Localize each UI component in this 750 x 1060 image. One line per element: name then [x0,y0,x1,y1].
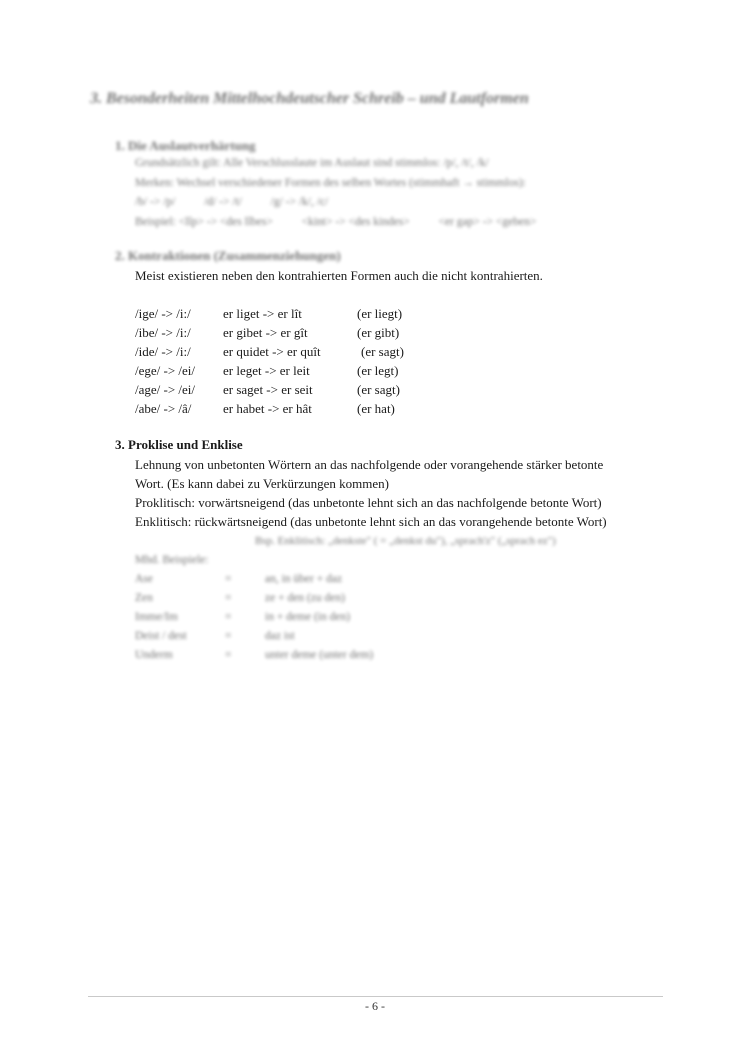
section-3-line: Proklitisch: vorwärtsneigend (das unbetonte lehnt sich an das nachfolgende betonte Wort) [135,495,602,510]
examples-eq: = [225,592,232,604]
section-1-body [135,154,536,232]
examples-table-title: Mhd. Beispiele: [135,554,209,566]
contraction-pattern: /age/ -> /ei/ [135,382,196,397]
examples-form: Zen [135,592,153,604]
section-2-title: 2. Kontraktionen (Zusammenziehungen) [115,248,341,263]
examples-meaning: ze + den (zu den) [265,592,345,604]
contraction-gloss: (er sagt) [361,344,404,359]
examples-form: Imme/Im [135,611,178,623]
section-2-intro: Meist existieren neben den kontrahierten Formen auch die nicht kontrahierten. [135,268,543,283]
contraction-pattern: /abe/ -> /â/ [135,401,192,416]
section-3-line: Wort. (Es kann dabei zu Verkürzungen kommen) [135,476,389,491]
examples-eq: = [225,573,232,585]
examples-eq: = [225,611,232,623]
section-3-line: Enklitisch: rückwärtsneigend (das unbetonte lehnt sich an das vorangehende betonte Wort) [135,514,607,529]
section-1-line: Grundsätzlich gilt: Alle Verschlusslaute im Auslaut sind stimmlos: /p/, /t/, /k/ [135,157,489,169]
contraction-gloss: (er hat) [357,401,395,416]
enclisis-example: Bsp. Enklitisch: „denkste" ( = „denkst du"), „sprach'z" („sprach ez") [255,535,556,547]
section-1-line: Merken: Wechsel verschiedener Formen des selben Wortes (stimmhaft → stimmlos): [135,176,526,189]
contraction-example: er liget -> er lît [223,306,302,321]
contraction-example: er habet -> er hât [223,401,312,416]
section-1-line: /b/ -> /p/ /d/ -> /t/ /g/ -> /k/, /c/ [135,196,329,208]
page-number: - 6 - [365,999,385,1013]
examples-meaning: an, in über + daz [265,573,343,585]
contraction-pattern: /ige/ -> /i:/ [135,306,191,321]
examples-meaning: in + deme (in den) [265,611,351,623]
section-3-title: 3. Proklise und Enklise [115,437,243,452]
contraction-example: er saget -> er seit [223,382,313,397]
contraction-pattern: /ege/ -> /ei/ [135,363,196,378]
examples-form: Deist / dest [135,630,187,642]
contraction-gloss: (er sagt) [357,382,400,397]
footer-divider [88,996,663,997]
contraction-pattern: /ide/ -> /i:/ [135,344,191,359]
examples-form: Underm [135,649,173,661]
examples-meaning: daz ist [265,630,295,642]
section-heading: 3. Besonderheiten Mittelhochdeutscher Schreib – und Lautformen [90,90,529,107]
section-1-title: 1. Die Auslautverhärtung [115,138,256,153]
contraction-example: er gibet -> er gît [223,325,308,340]
examples-meaning: unter deme (unter dem) [265,649,374,661]
examples-eq: = [225,630,232,642]
contraction-pattern: /ibe/ -> /i:/ [135,325,191,340]
section-3-body [135,455,607,531]
examples-form: Ase [135,573,153,585]
contraction-example: er leget -> er leit [223,363,310,378]
contraction-gloss: (er liegt) [357,306,403,321]
examples-eq: = [225,649,232,661]
section-3-line: Lehnung von unbetonten Wörtern an das nachfolgende oder vorangehende stärker betonte [135,457,604,472]
section-1-line: Beispiel: <lîp> -> <des lîbes> <kint> -> <des kindes> <er gap> -> <geben> [135,215,537,228]
contraction-gloss: (er legt) [357,363,399,378]
contraction-gloss: (er gibt) [357,325,400,340]
contraction-example: er quidet -> er quît [223,344,321,359]
